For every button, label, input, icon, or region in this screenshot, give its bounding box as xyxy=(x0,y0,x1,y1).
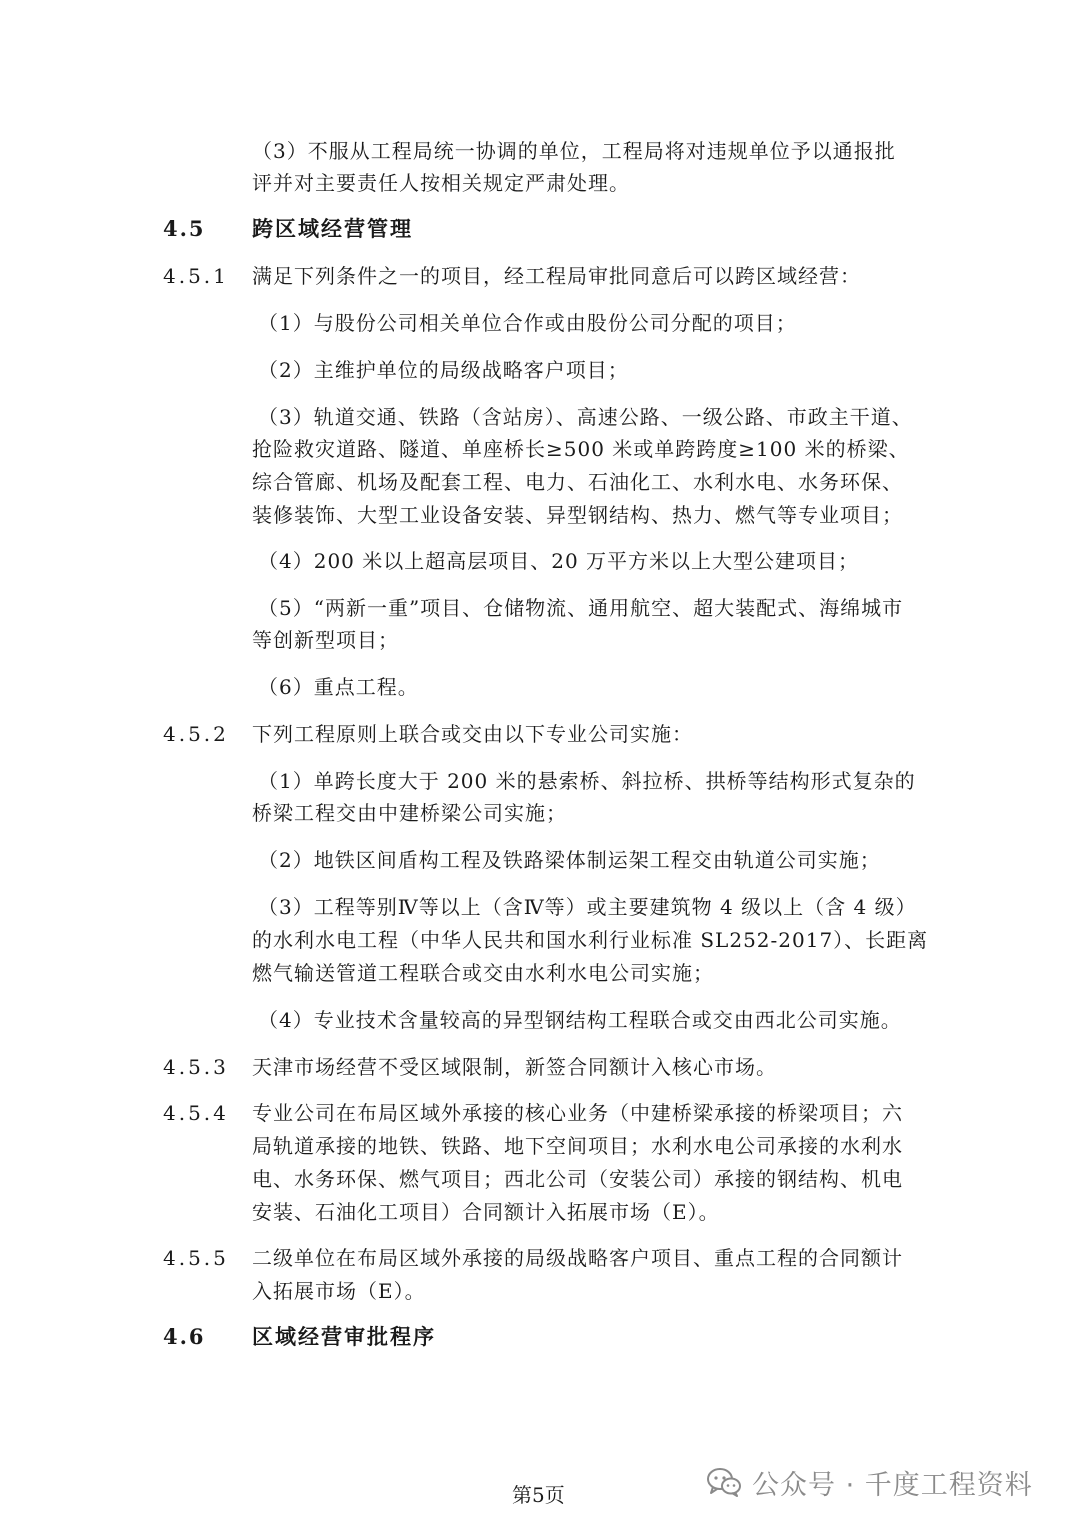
clause-number: 4.5.4 xyxy=(163,1101,229,1125)
clause-text-continuation: 电、水务环保、燃气项目；西北公司（安装公司）承接的钢结构、机电 xyxy=(252,1167,903,1191)
list-item-continuation: 燃气输送管道工程联合或交由水利水电公司实施； xyxy=(252,961,714,985)
clause-number: 4.5.1 xyxy=(163,264,229,288)
list-item: （1）与股份公司相关单位合作或由股份公司分配的项目； xyxy=(258,311,797,335)
list-item-continuation: 综合管廊、机场及配套工程、电力、石油化工、水利水电、水务环保、 xyxy=(252,470,903,494)
page-number: 第5页 xyxy=(512,1483,565,1507)
clause-number: 4.5.2 xyxy=(163,722,229,746)
clause-number: 4.5.3 xyxy=(163,1055,229,1079)
paragraph-line: （3）不服从工程局统一协调的单位，工程局将对违规单位予以通报批 xyxy=(252,139,896,163)
clause-text-continuation: 安装、石油化工项目）合同额计入拓展市场（E）。 xyxy=(252,1200,720,1224)
list-item: （4）200 米以上超高层项目、20 万平方米以上大型公建项目； xyxy=(258,549,860,573)
clause-number: 4.5.5 xyxy=(163,1246,229,1270)
list-item-continuation: 等创新型项目； xyxy=(252,628,399,652)
watermark-text: 公众号 · 千度工程资料 xyxy=(752,1469,1033,1501)
list-item: （1）单跨长度大于 200 米的悬索桥、斜拉桥、拱桥等结构形式复杂的 xyxy=(258,769,916,793)
paragraph-line: 评并对主要责任人按相关规定严肃处理。 xyxy=(252,171,630,195)
clause-text: 二级单位在布局区域外承接的局级战略客户项目、重点工程的合同额计 xyxy=(252,1246,903,1270)
section-title: 区域经营审批程序 xyxy=(252,1324,436,1349)
list-item: （2）地铁区间盾构工程及铁路梁体制运架工程交由轨道公司实施； xyxy=(258,848,881,872)
clause-text: 下列工程原则上联合或交由以下专业公司实施： xyxy=(252,722,693,746)
clause-text: 专业公司在布局区域外承接的核心业务（中建桥梁承接的桥梁项目；六 xyxy=(252,1101,903,1125)
list-item: （6）重点工程。 xyxy=(258,675,419,699)
list-item: （5）“两新一重”项目、仓储物流、通用航空、超大装配式、海绵城市 xyxy=(258,596,904,620)
list-item: （4）专业技术含量较高的异型钢结构工程联合或交由西北公司实施。 xyxy=(258,1008,902,1032)
clause-text: 天津市场经营不受区域限制，新签合同额计入核心市场。 xyxy=(252,1055,777,1079)
list-item-continuation: 的水利水电工程（中华人民共和国水利行业标准 SL252-2017）、长距离 xyxy=(252,928,929,952)
list-item: （3）工程等别Ⅳ等以上（含Ⅳ等）或主要建筑物 4 级以上（含 4 级） xyxy=(258,895,917,919)
section-number: 4.5 xyxy=(163,216,206,241)
clause-text-continuation: 入拓展市场（E）。 xyxy=(252,1279,426,1303)
clause-text-continuation: 局轨道承接的地铁、铁路、地下空间项目；水利水电公司承接的水利水 xyxy=(252,1134,903,1158)
list-item: （2）主维护单位的局级战略客户项目； xyxy=(258,358,629,382)
list-item: （3）轨道交通、铁路（含站房）、高速公路、一级公路、市政主干道、 xyxy=(258,405,913,429)
section-title: 跨区域经营管理 xyxy=(252,216,413,241)
clause-text: 满足下列条件之一的项目，经工程局审批同意后可以跨区域经营： xyxy=(252,264,861,288)
section-number: 4.6 xyxy=(163,1324,206,1349)
list-item-continuation: 装修装饰、大型工业设备安装、异型钢结构、热力、燃气等专业项目； xyxy=(252,503,903,527)
list-item-continuation: 桥梁工程交由中建桥梁公司实施； xyxy=(252,801,567,825)
watermark xyxy=(706,1462,1033,1502)
wechat-icon xyxy=(706,1467,742,1497)
list-item-continuation: 抢险救灾道路、隧道、单座桥长≥500 米或单跨跨度≥100 米的桥梁、 xyxy=(252,437,910,461)
